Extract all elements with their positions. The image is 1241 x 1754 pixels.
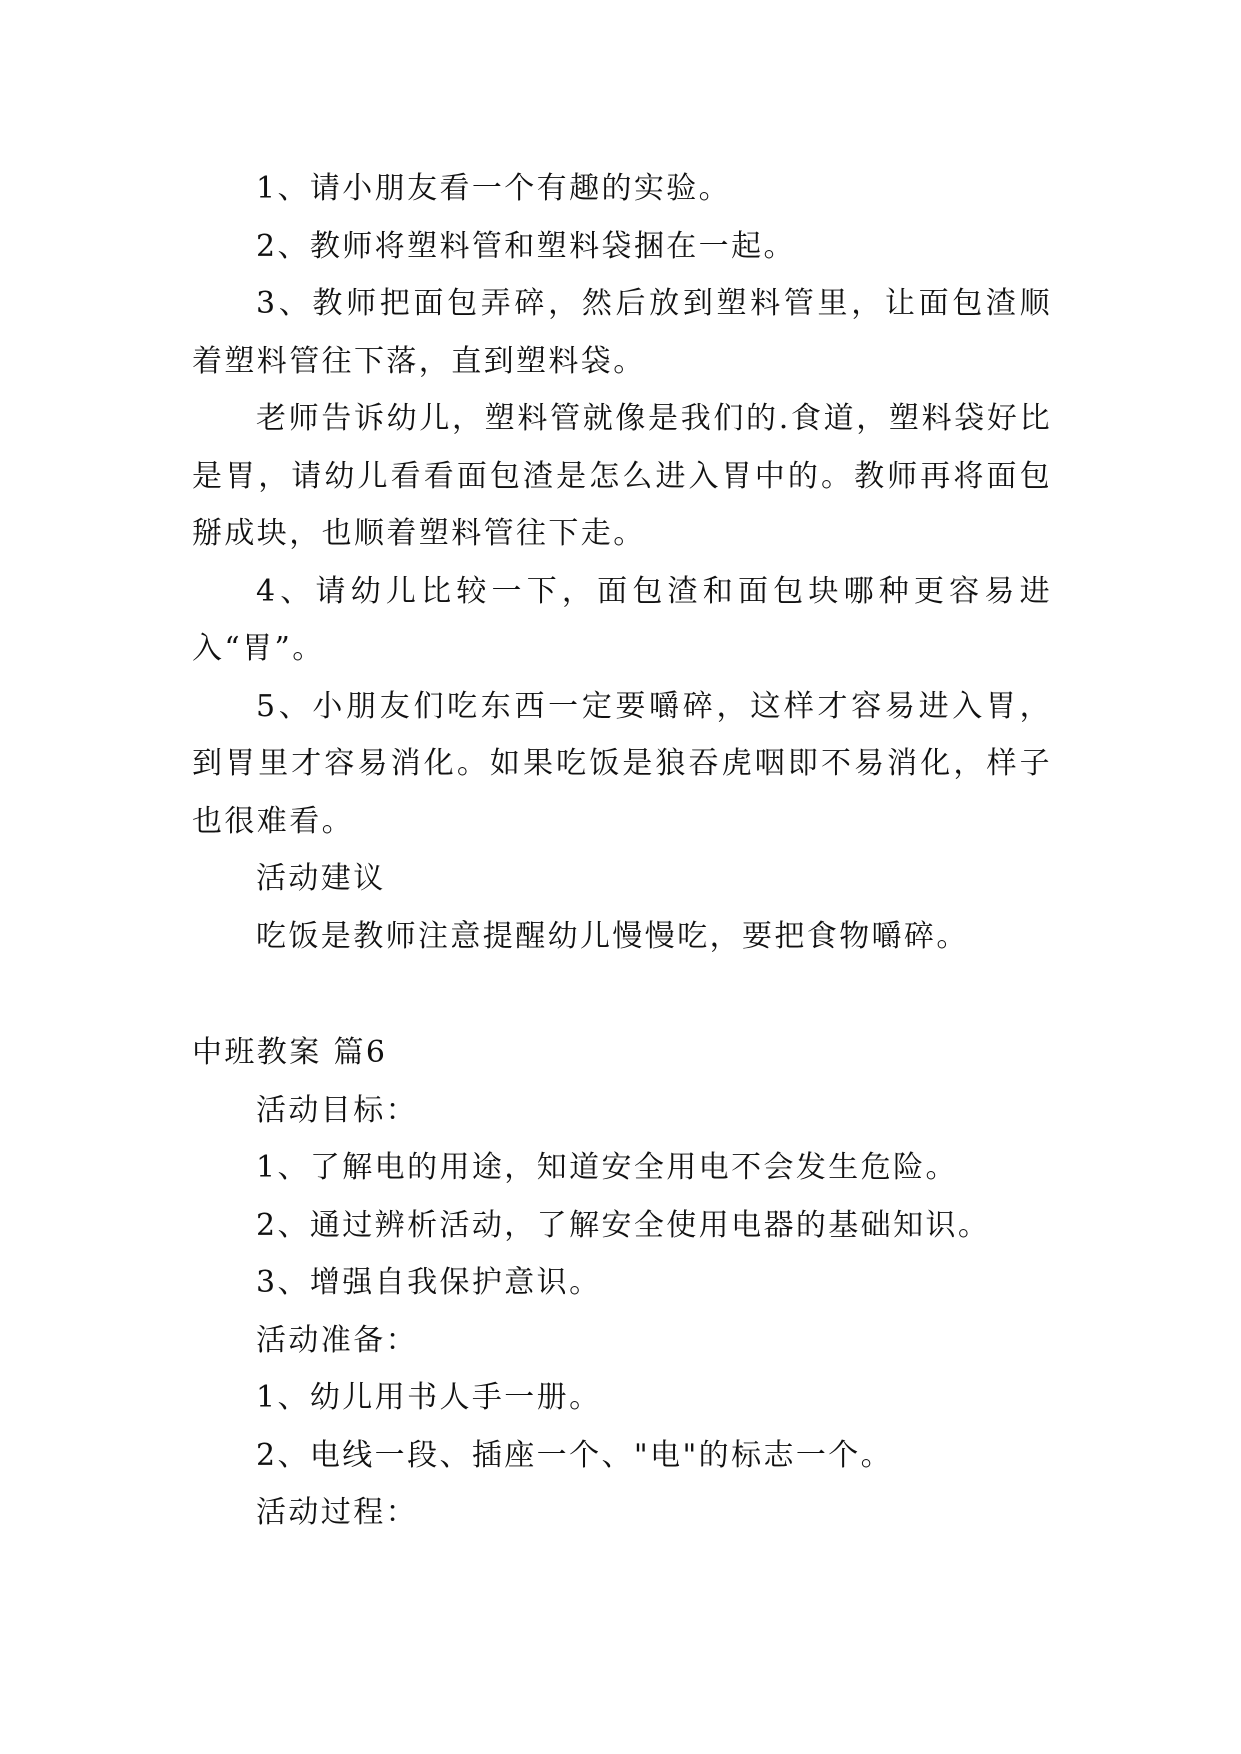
paragraph: 4、请幼儿比较一下，面包渣和面包块哪种更容易进入“胃”。 [192, 573, 1052, 666]
paragraph: 3、教师把面包弄碎，然后放到塑料管里，让面包渣顺着塑料管往下落，直到塑料袋。 [192, 286, 1052, 379]
paragraph: 2、电线一段、插座一个、"电"的标志一个。 [256, 1437, 894, 1473]
paragraph: 老师告诉幼儿，塑料管就像是我们的.食道，塑料袋好比是胃，请幼儿看看面包渣是怎么进入胃中的。教师再将面包掰成块，也顺着塑料管往下走。 [192, 401, 1052, 551]
paragraph: 1、了解电的用途，知道安全用电不会发生危险。 [256, 1150, 958, 1185]
subheading-activity-preparation: 活动准备： [256, 1322, 418, 1358]
paragraph: 吃饭是教师注意提醒幼儿慢慢吃，要把食物嚼碎。 [256, 918, 969, 954]
section-title: 中班教案 篇6 [192, 1035, 388, 1070]
subheading-activity-process: 活动过程： [256, 1495, 418, 1530]
subheading-activity-suggestion: 活动建议 [256, 861, 386, 896]
paragraph: 3、增强自我保护意识。 [256, 1265, 602, 1300]
paragraph: 1、幼儿用书人手一册。 [256, 1380, 602, 1415]
subheading-activity-goals: 活动目标： [256, 1092, 418, 1128]
paragraph: 2、教师将塑料管和塑料袋捆在一起。 [256, 228, 796, 264]
paragraph: 2、通过辨析活动，了解安全使用电器的基础知识。 [256, 1207, 991, 1243]
document-body [192, 160, 1052, 1542]
paragraph: 1、请小朋友看一个有趣的实验。 [256, 171, 732, 206]
paragraph: 5、小朋友们吃东西一定要嚼碎，这样才容易进入胃，到胃里才容易消化。如果吃饭是狼吞虎咽即不易消化，样子也很难看。 [192, 688, 1052, 839]
